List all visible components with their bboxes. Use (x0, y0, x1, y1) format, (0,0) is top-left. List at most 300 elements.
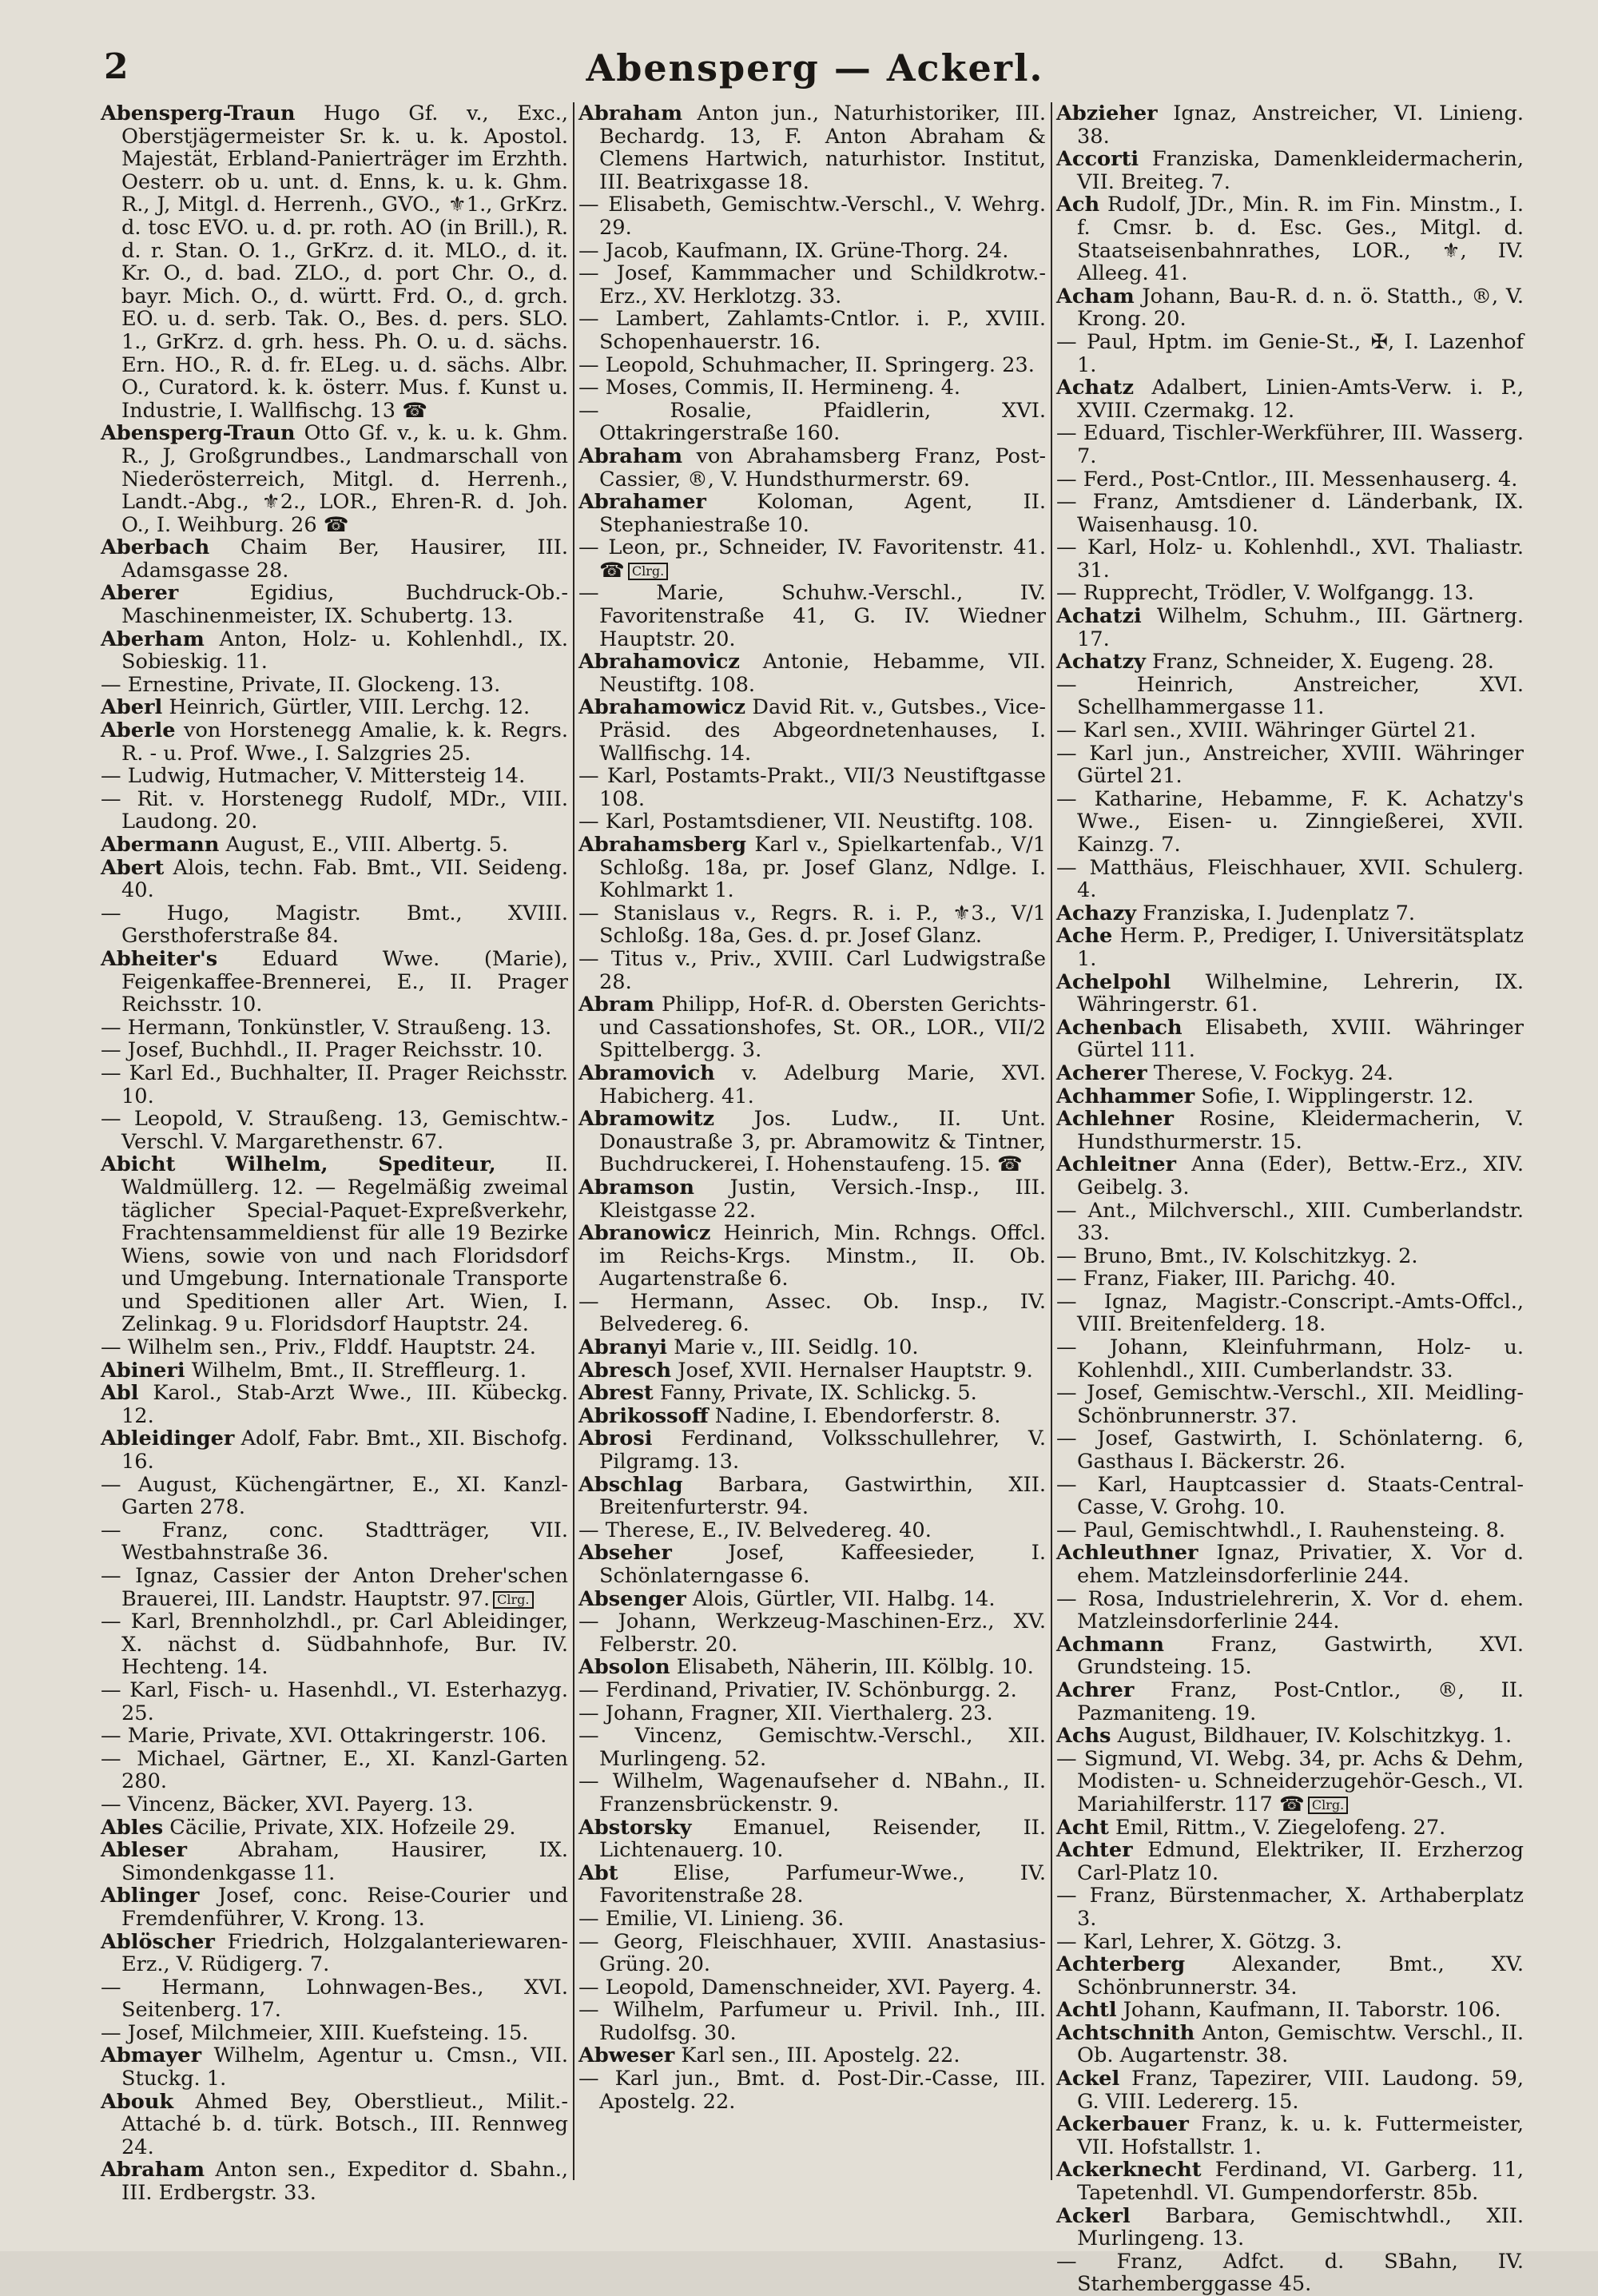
entry-text: Karl v., Spielkartenfab., V/1 Schloßg. 18a, pr. Josef Glanz, Ndlge. I. Kohlmarkt 1. (599, 833, 1046, 903)
directory-entry (578, 902, 1046, 948)
entry-text: Friedrich, Holzgalanteriewaren-Erz., V. Rüdigerg. 7. (121, 1929, 568, 1977)
directory-entry (101, 765, 568, 788)
directory-entry (1056, 719, 1524, 742)
entry-text: — Karl, Holz- u. Kohlenhdl., XVI. Thaliastr. 31. (1056, 535, 1524, 583)
directory-entry (578, 1656, 1046, 1679)
entry-text: Franziska, Damenkleidermacherin, VII. Breiteg. 7. (1077, 147, 1524, 194)
entry-text: — Emilie, VI. Linieng. 36. (578, 1906, 845, 1931)
entry-surname: Ackerbauer (1056, 2112, 1189, 2137)
entry-text: — Paul, Gemischtwhdl., I. Rauhensteing. 8. (1056, 1518, 1506, 1542)
entry-surname: Achtl (1056, 1998, 1117, 2023)
directory-entry (578, 2044, 1046, 2067)
directory-entry (101, 857, 568, 902)
entry-surname: Achatzy (1056, 650, 1146, 674)
entry-surname: Abranyi (578, 1335, 668, 1360)
entry-text: August, E., VIII. Albertg. 5. (219, 833, 509, 857)
entry-text: — Johann, Fragner, XII. Vierthalerg. 23. (578, 1701, 993, 1725)
directory-entry (578, 810, 1046, 834)
directory-entry (578, 993, 1046, 1062)
entry-surname: Ablinger (101, 1884, 200, 1908)
page-header (96, 46, 1534, 102)
entry-text: — Leopold, Damenschneider, XVI. Payerg. 4. (578, 1975, 1042, 2000)
entry-text: Alois, techn. Fab. Bmt., VII. Seideng. 40. (121, 855, 568, 903)
entry-text: — Karl, Brennholzhdl., pr. Carl Ableidinger, X. nächst d. Südbahnhofe, Bur. IV. Hechteng. 14. (101, 1610, 568, 1680)
entry-surname: Ableser (101, 1838, 187, 1863)
entry-text: Anton, Holz- u. Kohlenhdl., IX. Sobieskig. 11. (121, 627, 568, 674)
directory-entry (1056, 1953, 1524, 1999)
directory-entry (101, 1519, 568, 1565)
entry-text: II. Waldmüllerg. 12. — Regelmäßig zweimal täglicher Special-Paquet-Expreßverkehr, Frachtensammeldienst für alle 19 Bezirke Wiens, sowie von und nach Floridsdorf und Umgebung. Internationale Transporte und Speditionen aller Art. Wien, I. Zelinkag. 9 u. Floridsdorf Hauptstr. 24. (121, 1152, 568, 1337)
entry-text: — Elisabeth, Gemischtw.-Verschl., V. Wehrg. 29. (578, 193, 1046, 240)
directory-entry (1056, 1062, 1524, 1085)
entry-text: — Rupprecht, Trödler, V. Wolfgangg. 13. (1056, 581, 1474, 606)
entry-text: Wilhelm, Schuhm., III. Gärtnerg. 17. (1077, 604, 1524, 651)
entry-text: — Wilhelm, Wagenaufseher d. NBahn., II. Franzensbrückenstr. 9. (578, 1769, 1046, 1817)
directory-entry (1056, 582, 1524, 605)
directory-entry (578, 1359, 1046, 1383)
clearing-badge: Clrg. (493, 1591, 533, 1609)
directory-entry (101, 1725, 568, 1748)
entry-text: Fanny, Private, IX. Schlickg. 5. (653, 1381, 977, 1406)
entry-text: — Josef, Gastwirth, I. Schönlaterng. 6, Gasthaus I. Bäckerstr. 26. (1056, 1427, 1524, 1474)
entry-text: — Vincenz, Bäcker, XVI. Payerg. 13. (101, 1792, 474, 1817)
entry-text: — Karl sen., XVIII. Währinger Gürtel 21. (1056, 718, 1477, 743)
directory-entry (101, 902, 568, 948)
entry-text: Ignaz, Privatier, X. Vor d. ehem. Matzleinsdorferlinie 244. (1077, 1541, 1524, 1588)
entry-text: von Abrahamsberg Franz, Post-Cassier, ®, V. Hundsthurmerstr. 69. (599, 444, 1046, 491)
entry-text: Sofie, I. Wipplingerstr. 12. (1195, 1084, 1474, 1108)
directory-entry (578, 1770, 1046, 1816)
entry-text: — August, Küchengärtner, E., XI. Kanzl-Garten 278. (101, 1472, 568, 1520)
directory-entry (578, 1610, 1046, 1656)
entry-text: Johann, Kaufmann, II. Taborstr. 106. (1116, 1998, 1501, 2023)
entry-surname: Achatzi (1056, 604, 1142, 629)
directory-entry (578, 582, 1046, 651)
directory-entry (578, 376, 1046, 400)
clearing-badge: Clrg. (1308, 1797, 1348, 1814)
directory-entry (1056, 1519, 1524, 1542)
entry-surname: Abrahamowicz (578, 695, 746, 720)
directory-entry (578, 696, 1046, 765)
directory-entry (578, 1679, 1046, 1702)
entry-surname: Abram (578, 993, 654, 1017)
directory-entry (101, 1884, 568, 1930)
directory-entry (1056, 1427, 1524, 1473)
directory-entry (1056, 1474, 1524, 1519)
entry-text: Franz, Tapezirer, VIII. Laudong. 59, G. VIII. Ledererg. 15. (1077, 2067, 1524, 2114)
entry-text: Wilhelm, Bmt., II. Streffleurg. 1. (185, 1358, 527, 1383)
entry-surname: Abrahamsberg (578, 833, 747, 857)
directory-entry (578, 765, 1046, 810)
entry-text: Emanuel, Reisender, II. Lichtenauerg. 10. (599, 1815, 1046, 1863)
entry-surname: Abermann (101, 833, 220, 857)
directory-entry (1056, 742, 1524, 788)
directory-entry (1056, 1817, 1524, 1840)
entry-surname: Abseher (578, 1541, 672, 1566)
page-number: 2 (104, 46, 129, 87)
directory-entry (578, 1976, 1046, 2000)
directory-entry (1056, 1839, 1524, 1884)
entry-text: — Rosalie, Pfaidlerin, XVI. Ottakringerstraße 160. (578, 398, 1046, 446)
clearing-badge: Clrg. (628, 563, 668, 580)
entry-text: — Hermann, Tonkünstler, V. Straußeng. 13. (101, 1015, 552, 1040)
entry-text: Otto Gf. v., k. u. k. Ghm. R., J, Großgrundbes., Landmarschall von Niederösterreich, Mitgl. d. Herrenh., Landt.-Abg., ⚜2., LOR., Ehren-R. d. Joh. O., I. Weihburg. 26 ☎ (121, 421, 568, 537)
directory-entry (101, 1359, 568, 1383)
entry-surname: Abert (101, 855, 165, 880)
entry-surname: Abensperg-Traun (101, 101, 296, 125)
directory-entry (101, 696, 568, 719)
entry-text: Anna (Eder), Bettw.-Erz., XIV. Geibelg. 3. (1077, 1152, 1524, 1200)
entry-text: Emil, Rittm., V. Ziegelofeng. 27. (1108, 1815, 1446, 1840)
entry-text: — Hugo, Magistr. Bmt., XVIII. Gersthoferstraße 84. (101, 901, 568, 949)
entry-text: Ferdinand, Volksschullehrer, V. Pilgramg. 13. (599, 1427, 1046, 1474)
entry-text: Wilhelm, Agentur u. Cmsn., VII. Stuckg. 1. (121, 2043, 568, 2091)
entry-text: Edmund, Elektriker, II. Erzherzog Carl-Platz 10. (1077, 1838, 1524, 1885)
directory-entry (101, 2022, 568, 2045)
directory-entry (101, 2159, 568, 2204)
directory-entry (578, 536, 1046, 582)
directory-entry (101, 1153, 568, 1336)
directory-entry (578, 491, 1046, 536)
directory-entry (578, 1176, 1046, 1222)
entry-text: — Jacob, Kaufmann, IX. Grüne-Thorg. 24. (578, 238, 1009, 263)
directory-entry (578, 1817, 1046, 1862)
entry-text: Franz, Schneider, X. Eugeng. 28. (1145, 650, 1494, 674)
directory-entry (578, 193, 1046, 239)
directory-entry (1056, 674, 1524, 719)
entry-surname: Abresch (578, 1358, 672, 1383)
entry-surname: Abschlag (578, 1472, 683, 1497)
directory-entry (1056, 1884, 1524, 1930)
directory-entry (101, 1679, 568, 1725)
entry-text: Rosine, Kleidermacherin, V. Hundsthurmerstr. 15. (1077, 1107, 1524, 1154)
entry-text: Barbara, Gemischtwhdl., XII. Murlingeng. 13. (1077, 2203, 1524, 2251)
column-1 (101, 101, 568, 2206)
entry-text: Chaim Ber, Hausirer, III. Adamsgasse 28. (121, 535, 568, 583)
entry-surname: Ache (1056, 924, 1113, 949)
directory-entry (1056, 536, 1524, 582)
directory-entry (578, 1382, 1046, 1405)
directory-entry (1056, 1725, 1524, 1748)
directory-entry (578, 102, 1046, 193)
column-3 (1056, 101, 1524, 2296)
column-2 (578, 102, 1046, 2188)
entry-text: Jos. Ludw., II. Unt. Donaustraße 3, pr. Abramowitz & Tintner, Buchdruckerei, I. Hohenstaufeng. 15. ☎ (599, 1107, 1046, 1177)
entry-text: — Karl jun., Bmt. d. Post-Dir.-Casse, III. Apostelg. 22. (578, 2067, 1046, 2114)
directory-entry (578, 1062, 1046, 1108)
directory-entry (1056, 605, 1524, 651)
entry-text: — Ignaz, Magistr.-Conscript.-Amts-Offcl., VIII. Breitenfelderg. 18. (1056, 1289, 1524, 1337)
entry-text: — Sigmund, VI. Webg. 34, pr. Achs & Dehm, Modisten- u. Schneiderzugehör-Gesch., VI. Mariahilferstr. 117 ☎ (1056, 1746, 1524, 1817)
entry-text: — Marie, Private, XVI. Ottakringerstr. 106. (101, 1724, 547, 1749)
directory-entry (578, 1725, 1046, 1770)
entry-surname: Abstorsky (578, 1815, 692, 1840)
entry-text: — Karl Ed., Buchhalter, II. Prager Reichsstr. 10. (101, 1060, 568, 1108)
entry-surname: Achelpohl (1056, 969, 1171, 994)
directory-entry (101, 2044, 568, 2090)
directory-entry (1056, 193, 1524, 285)
entry-surname: Abweser (578, 2043, 675, 2068)
entry-surname: Achterberg (1056, 1952, 1186, 1977)
column-divider (573, 102, 574, 2180)
directory-entry (1056, 102, 1524, 148)
directory-entry (578, 240, 1046, 263)
entry-text: — Rit. v. Horstenegg Rudolf, MDr., VIII. Laudong. 20. (101, 786, 568, 834)
directory-entry (578, 1336, 1046, 1359)
entry-surname: Aberle (101, 718, 176, 743)
directory-entry (1056, 971, 1524, 1017)
entry-text: — Ferd., Post-Cntlor., III. Messenhauserg. 4. (1056, 467, 1518, 491)
entry-surname: Abicht Wilhelm, Spediteur, (101, 1152, 496, 1177)
entry-surname: Achleitner (1056, 1152, 1176, 1177)
entry-surname: Abl (101, 1381, 139, 1406)
entry-text: — Ferdinand, Privatier, IV. Schönburgg. 2. (578, 1677, 1017, 1702)
entry-text: Abraham, Hausirer, IX. Simondenkgasse 11. (121, 1838, 568, 1885)
directory-entry (101, 1427, 568, 1473)
entry-text: Egidius, Buchdruck-Ob.-Maschinenmeister, IX. Schubertg. 13. (121, 581, 568, 629)
directory-entry (1056, 1200, 1524, 1245)
directory-entry (1056, 1382, 1524, 1427)
entry-text: — Karl, Lehrer, X. Götzg. 3. (1056, 1929, 1342, 1954)
entry-text: Wilhelmine, Lehrerin, IX. Währingerstr. 61. (1077, 969, 1524, 1017)
directory-entry (101, 1817, 568, 1840)
entry-surname: Abramowitz (578, 1107, 715, 1132)
directory-entry (578, 2067, 1046, 2113)
directory-entry (1056, 1679, 1524, 1725)
entry-surname: Achenbach (1056, 1015, 1183, 1040)
entry-text: Marie v., III. Seidlg. 10. (667, 1335, 919, 1360)
running-title: Abensperg — Ackerl. (586, 46, 1044, 90)
entry-text: — Wilhelm, Parfumeur u. Privil. Inh., III. Rudolfsg. 30. (578, 1998, 1046, 2045)
directory-entry (578, 1427, 1046, 1473)
entry-text: — Therese, E., IV. Belvedereg. 40. (578, 1518, 932, 1542)
directory-entry (101, 102, 568, 422)
entry-text: — Katharine, Hebamme, F. K. Achatzy's Wwe., Eisen- u. Zinngießerei, XVII. Kainzg. 7. (1056, 786, 1524, 857)
entry-surname: Achhammer (1056, 1084, 1195, 1108)
entry-surname: Achrer (1056, 1677, 1135, 1702)
entry-text: Josef, XVII. Hernalser Hauptstr. 9. (671, 1358, 1033, 1383)
entry-text: Hugo Gf. v., Exc., Oberstjägermeister Sr. k. u. k. Apostol. Majestät, Erbland-Panierträger im Erzhth. Oesterr. ob u. unt. d. Enns, k. u. k. Ghm. R., J, Mitgl. d. Herrenh., GVO., ⚜1., GrKrz. d. tosc EVO. u. d. pr. roth. AO (in Brill.), R. d. r. Stan. O. 1., GrKrz. d. it. MLO., d. it. Kr. O., d. bad. ZLO., d. port Chr. O., d. bayr. Mich. O., d. württ. Frd. O., d. grch. EO. u. d. serb. Tak. O., Bes. d. pers. SLO. 1., GrKrz. d. grh. hess. Ph. O. u. d. sächs. Ern. HO., R. d. fr. ELeg. u. d. sächs. Albr. O., Curatord. k. k. österr. Mus. f. Kunst u. Industrie, I. Wallfischg. 13 ☎ (121, 101, 568, 423)
directory-entry (578, 1862, 1046, 1908)
entry-text: Koloman, Agent, II. Stephaniestraße 10. (599, 490, 1046, 537)
entry-text: Ignaz, Anstreicher, VI. Linieng. 38. (1077, 101, 1524, 149)
directory-entry (1056, 1017, 1524, 1062)
directory-entry (101, 582, 568, 627)
entry-text: Nadine, I. Ebendorferstr. 8. (708, 1403, 1001, 1428)
entry-text: Karol., Stab-Arzt Wwe., III. Kübeckg. 12. (121, 1381, 568, 1428)
directory-entry (578, 1405, 1046, 1428)
directory-entry (1056, 376, 1524, 422)
entry-text: — Josef, Kammmacher und Schildkrotw.-Erz., XV. Herklotzg. 33. (578, 261, 1046, 308)
entry-surname: Ackerl (1056, 2203, 1131, 2228)
entry-text: Anton, Gemischtw. Verschl., II. Ob. Augartenstr. 38. (1077, 2020, 1524, 2068)
entry-surname: Abrosi (578, 1427, 653, 1451)
entry-surname: Abheiter's (101, 946, 218, 971)
directory-entry (101, 788, 568, 834)
directory-entry (101, 1931, 568, 1976)
entry-text: Anton jun., Naturhistoriker, III. Bechardg. 13, F. Anton Abraham & Clemens Hartwich, naturhistor. Institut, III. Beatrixgasse 18. (599, 101, 1046, 194)
entry-text: Adolf, Fabr. Bmt., XII. Bischofg. 16. (121, 1427, 568, 1474)
directory-entry (1056, 925, 1524, 970)
entry-surname: Abraham (101, 2158, 205, 2183)
entry-text: Anton sen., Expeditor d. Sbahn., III. Erdbergstr. 33. (121, 2158, 568, 2206)
directory-entry (101, 1039, 568, 1062)
entry-surname: Acht (1056, 1815, 1109, 1840)
entry-text: — Ernestine, Private, II. Glockeng. 13. (101, 672, 501, 697)
entry-text: — Josef, Buchhdl., II. Prager Reichsstr. 10. (101, 1038, 543, 1063)
directory-entry (578, 1588, 1046, 1611)
entry-text: — Franz, conc. Stadtträger, VII. Westbahnstraße 36. (101, 1518, 568, 1566)
entry-surname: Aberbach (101, 535, 210, 560)
directory-entry (578, 948, 1046, 993)
directory-entry (578, 354, 1046, 377)
column-divider (1051, 102, 1052, 2180)
entry-surname: Abramovich (578, 1060, 715, 1085)
entry-text: — Leon, pr., Schneider, IV. Favoritenstr. 41. ☎ (578, 535, 1046, 583)
entry-text: Alois, Gürtler, VII. Halbg. 14. (686, 1586, 996, 1611)
directory-entry (1056, 1633, 1524, 1679)
entry-text: — Hermann, Assec. Ob. Insp., IV. Belvedereg. 6. (578, 1289, 1046, 1337)
directory-entry (578, 834, 1046, 902)
entry-surname: Absolon (578, 1655, 670, 1680)
entry-text: Franz, k. u. k. Futtermeister, VII. Hofstallstr. 1. (1077, 2112, 1524, 2159)
directory-entry (1056, 2205, 1524, 2250)
directory-entry (101, 536, 568, 582)
directory-entry (578, 400, 1046, 445)
entry-text: — Matthäus, Fleischhauer, XVII. Schulerg. 4. (1056, 855, 1524, 903)
entry-text: — Titus v., Priv., XVIII. Carl Ludwigstraße 28. (578, 946, 1046, 994)
entry-surname: Aberl (101, 695, 163, 720)
directory-entry (1056, 1291, 1524, 1336)
entry-text: Herm. P., Prediger, I. Universitätsplatz 1. (1077, 924, 1524, 971)
entry-surname: Abraham (578, 101, 683, 125)
entry-text: — Ant., Milchverschl., XIII. Cumberlandstr. 33. (1056, 1198, 1524, 1246)
directory-entry (1056, 2067, 1524, 2113)
entry-text: Franz, Post-Cntlor., ®, II. Pazmaniteng. 19. (1077, 1677, 1524, 1725)
directory-entry (1056, 788, 1524, 857)
entry-text: — Lambert, Zahlamts-Cntlor. i. P., XVIII. Schopenhauerstr. 16. (578, 307, 1046, 354)
directory-entry (578, 1108, 1046, 1176)
directory-entry (1056, 148, 1524, 193)
directory-entry (1056, 2022, 1524, 2067)
entry-surname: Ackel (1056, 2067, 1120, 2091)
directory-entry (578, 1908, 1046, 1931)
directory-entry (101, 1108, 568, 1153)
entry-text: — Marie, Schuhw.-Verschl., IV. Favoritenstraße 41, G. IV. Wiedner Hauptstr. 20. (578, 581, 1046, 651)
entry-text: Philipp, Hof-R. d. Obersten Gerichts- und Cassationshofes, St. OR., LOR., VII/2 Spittelbergg. 3. (599, 993, 1046, 1063)
directory-entry (101, 2091, 568, 2159)
directory-entry (1056, 1931, 1524, 1954)
directory-entry (1056, 1245, 1524, 1268)
entry-text: Heinrich, Min. Rchngs. Offcl. im Reichs-Krgs. Minstm., II. Ob. Augartenstraße 6. (599, 1221, 1046, 1291)
entry-surname: Absenger (578, 1586, 686, 1611)
entry-text: — Johann, Werkzeug-Maschinen-Erz., XV. Felberstr. 20. (578, 1610, 1046, 1657)
directory-entry (1056, 1748, 1524, 1817)
entry-surname: Achazy (1056, 901, 1137, 925)
entry-text: Adalbert, Linien-Amts-Verw. i. P., XVIII. Czermakg. 12. (1077, 376, 1524, 423)
entry-surname: Ach (1056, 193, 1100, 217)
directory-entry (101, 1336, 568, 1359)
directory-entry (1056, 1085, 1524, 1108)
directory-entry (101, 628, 568, 674)
entry-surname: Achatz (1056, 376, 1134, 400)
entry-text: Elisabeth, XVIII. Währinger Gürtel 111. (1077, 1015, 1524, 1063)
directory-entry (101, 422, 568, 536)
directory-entry (101, 1976, 568, 2022)
entry-surname: Abmayer (101, 2043, 202, 2068)
directory-entry (1056, 651, 1524, 674)
entry-text: — Franz, Fiaker, III. Parichg. 40. (1056, 1267, 1397, 1291)
entry-text: Josef, Kaffeesieder, I. Schönlaterngasse 6. (599, 1541, 1046, 1588)
directory-entry (101, 1839, 568, 1884)
entry-text: — Wilhelm sen., Priv., Flddf. Hauptstr. 24. (101, 1335, 536, 1360)
entry-text: — Eduard, Tischler-Werkführer, III. Wasserg. 7. (1056, 421, 1524, 468)
entry-text: Cäcilie, Private, XIX. Hofzeile 29. (163, 1815, 516, 1840)
entry-surname: Accorti (1056, 147, 1139, 172)
entry-text: von Horstenegg Amalie, k. k. Regrs. R. - u. Prof. Wwe., I. Salzgries 25. (121, 718, 568, 766)
entry-text: Josef, conc. Reise-Courier und Fremdenführer, V. Krong. 13. (121, 1884, 568, 1931)
directory-entry (1056, 468, 1524, 491)
entry-text: Heinrich, Gürtler, VIII. Lerchg. 12. (162, 695, 531, 720)
directory-entry (1056, 2250, 1524, 2296)
entry-text: — Karl jun., Anstreicher, XVIII. Währinger Gürtel 21. (1056, 741, 1524, 789)
entry-text: Elise, Parfumeur-Wwe., IV. Favoritenstraße 28. (599, 1860, 1046, 1908)
directory-entry (101, 719, 568, 765)
directory-entry (101, 1474, 568, 1519)
directory-entry (101, 1062, 568, 1108)
entry-surname: Ackerknecht (1056, 2158, 1202, 2183)
entry-text: — Ignaz, Cassier der Anton Dreher'schen Brauerei, III. Landstr. Hauptstr. 97. (101, 1564, 568, 1611)
entry-text: Ferdinand, VI. Garberg. 11, Tapetenhdl. VI. Gumpendorferstr. 85b. (1077, 2158, 1524, 2206)
entry-surname: Achs (1056, 1724, 1111, 1749)
directory-entry (101, 674, 568, 697)
directory-entry (1056, 1542, 1524, 1587)
entry-text: August, Bildhauer, IV. Kolschitzkyg. 1. (1111, 1724, 1513, 1749)
entry-text: David Rit. v., Gutsbes., Vice-Präsid. des Abgeordnetenhauses, I. Wallfischg. 14. (599, 695, 1046, 766)
entry-text: — Moses, Commis, II. Hermineng. 4. (578, 376, 960, 400)
directory-entry (101, 1017, 568, 1040)
directory-entry (578, 651, 1046, 696)
entry-text: — Michael, Gärtner, E., XI. Kanzl-Garten 280. (101, 1746, 568, 1794)
entry-surname: Abraham (578, 444, 683, 468)
entry-text: Franz, Gastwirth, XVI. Grundsteing. 15. (1077, 1632, 1524, 1680)
entry-text: — Hermann, Lohnwagen-Bes., XVI. Seitenberg. 17. (101, 1975, 568, 2023)
directory-entry (101, 1748, 568, 1793)
entry-text: — Karl, Fisch- u. Hasenhdl., VI. Esterhazyg. 25. (101, 1677, 568, 1725)
directory-entry (1056, 1588, 1524, 1633)
entry-surname: Abramson (578, 1175, 694, 1200)
entry-text: — Karl, Postamts-Prakt., VII/3 Neustiftgasse 108. (578, 764, 1046, 811)
directory-entry (1056, 1267, 1524, 1291)
entry-surname: Acherer (1056, 1060, 1147, 1085)
entry-text: Rudolf, JDr., Min. R. im Fin. Minstm., I. f. Cmsr. b. d. Esc. Ges., Mitgl. d. Staatseisenbahnrathes, LOR., ⚜, IV. Alleeg. 41. (1077, 193, 1524, 286)
entry-text: Johann, Bau-R. d. n. ö. Statth., ®, V. Krong. 20. (1077, 284, 1524, 332)
entry-surname: Achleuthner (1056, 1541, 1198, 1566)
entry-text: — Leopold, Schuhmacher, II. Springerg. 23. (578, 352, 1035, 377)
entry-surname: Achmann (1056, 1632, 1164, 1657)
entry-text: Alexander, Bmt., XV. Schönbrunnerstr. 34. (1077, 1952, 1524, 2000)
directory-entry (1056, 902, 1524, 925)
directory-entry (101, 1793, 568, 1817)
entry-surname: Ablöscher (101, 1929, 215, 1954)
entry-text: Antonie, Hebamme, VII. Neustiftg. 108. (599, 650, 1046, 697)
entry-surname: Achter (1056, 1838, 1133, 1863)
entry-text: — Paul, Hptm. im Genie-St., ✠, I. Lazenhof 1. (1056, 329, 1524, 377)
directory-entry (578, 1931, 1046, 1976)
entry-surname: Ables (101, 1815, 164, 1840)
entry-text: — Heinrich, Anstreicher, XVI. Schellhammergasse 11. (1056, 672, 1524, 720)
directory-entry (101, 1565, 568, 1610)
